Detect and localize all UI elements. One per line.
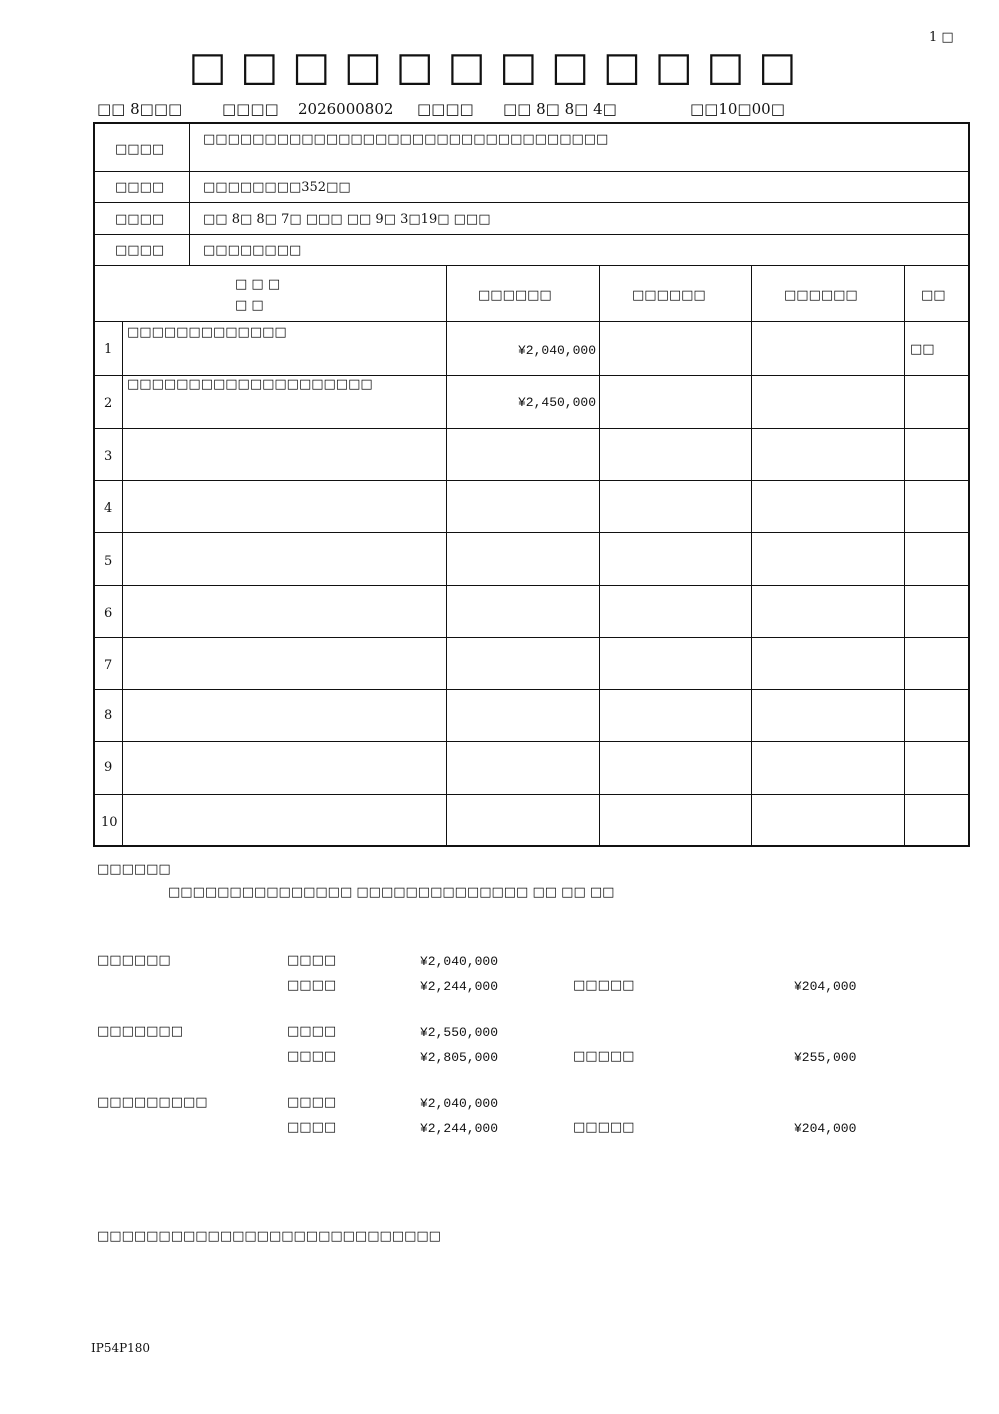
row-number: 8 (104, 708, 113, 723)
info-value-4: □□□□□□□□ (203, 243, 302, 258)
info-value-1: □□□□□□□□□□□□□□□□□□□□□□□□□□□□□□□□□ (203, 132, 609, 147)
summary-key: □□□□ (287, 1120, 337, 1135)
row-amount: ¥2,040,000 (518, 343, 597, 358)
open-date: □□ 8□ 8□ 4□ (503, 100, 617, 118)
summary-key: □□□□ (287, 978, 337, 993)
footer-note: □□□□□□□□□□□□□□□□□□□□□□□□□□□□ (97, 1229, 441, 1244)
row-number: 5 (104, 554, 113, 569)
row-item-name: □□□□□□□□□□□□□ (127, 325, 287, 340)
row-note: □□ (910, 342, 935, 357)
summary-key: □□□□ (287, 1024, 337, 1039)
summary-label: □□□□□□ (97, 953, 171, 968)
code-label: □□□□ (222, 100, 279, 118)
row-number: 10 (101, 815, 118, 830)
summary-value: ¥204,000 (794, 979, 857, 994)
summary-value: ¥2,040,000 (420, 1096, 499, 1111)
summary-value: ¥2,040,000 (420, 954, 499, 969)
info-value-3: □□ 8□ 8□ 7□ □□□ □□ 9□ 3□19□ □□□ (203, 212, 491, 227)
summary-value: ¥2,244,000 (420, 1121, 499, 1136)
row-number: 3 (104, 449, 113, 464)
document-title: □□□□□□□□□□□□ (188, 44, 811, 90)
row-number: 9 (104, 760, 113, 775)
fiscal-year: □□ 8□□□ (97, 100, 183, 118)
remarks-label: □□□□□□ (97, 862, 171, 877)
summary-key: □□□□□ (573, 1049, 635, 1064)
summary-key: □□□□ (287, 1049, 337, 1064)
summary-value: ¥204,000 (794, 1121, 857, 1136)
row-number: 2 (104, 396, 113, 411)
summary-value: ¥255,000 (794, 1050, 857, 1065)
info-label-3: □□□□ (115, 212, 165, 227)
row-number: 4 (104, 501, 113, 516)
info-label-4: □□□□ (115, 243, 165, 258)
form-code: IP54P180 (91, 1341, 151, 1355)
row-number: 1 (104, 342, 113, 357)
column-header-item-bottom: □ □ (235, 298, 264, 313)
summary-label: □□□□□□□ (97, 1024, 183, 1039)
info-value-2: □□□□□□□□352□□ (203, 180, 351, 195)
summary-key: □□□□ (287, 953, 337, 968)
summary-key: □□□□□ (573, 978, 635, 993)
row-item-name: □□□□□□□□□□□□□□□□□□□□ (127, 377, 373, 392)
code-number: 2026000802 (298, 100, 394, 118)
info-label-1: □□□□ (115, 142, 165, 157)
column-header-3: □□□□□□ (632, 288, 706, 303)
open-time: □□10□00□ (690, 100, 785, 118)
summary-key: □□□□□ (573, 1120, 635, 1135)
date-label: □□□□ (417, 100, 474, 118)
column-header-item-top: □ □ □ (235, 277, 281, 292)
row-number: 6 (104, 606, 113, 621)
column-header-2: □□□□□□ (478, 288, 552, 303)
column-header-4: □□□□□□ (784, 288, 858, 303)
summary-value: ¥2,805,000 (420, 1050, 499, 1065)
summary-key: □□□□ (287, 1095, 337, 1110)
page-number: 1 □ (929, 30, 954, 45)
row-number: 7 (104, 658, 113, 673)
row-amount: ¥2,450,000 (518, 395, 597, 410)
main-table (93, 122, 970, 847)
summary-label: □□□□□□□□□ (97, 1095, 208, 1110)
info-label-2: □□□□ (115, 180, 165, 195)
summary-value: ¥2,550,000 (420, 1025, 499, 1040)
column-header-5: □□ (921, 288, 946, 303)
remarks-text: □□□□□□□□□□□□□□□ □□□□□□□□□□□□□□ □□ □□ □□ (168, 885, 615, 900)
summary-value: ¥2,244,000 (420, 979, 499, 994)
